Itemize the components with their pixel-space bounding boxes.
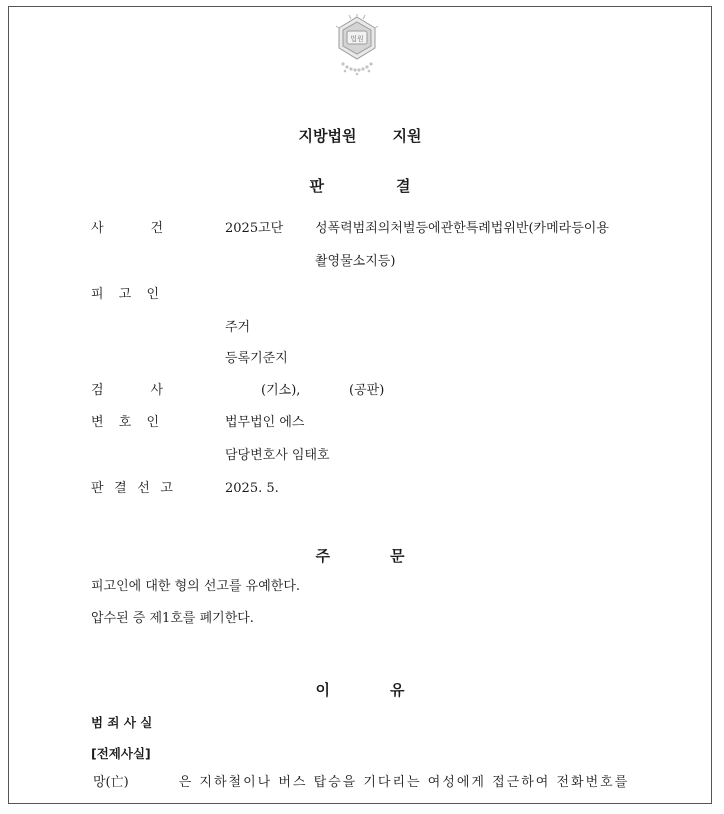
court-branch: 지원 [392,127,422,145]
case-name-line1: 성폭력범죄의처벌등에관한특례법위반(카메라등이용 [315,221,609,236]
document-title: 판 결 [309,177,411,195]
defendant-label: 피 고 인 [91,287,159,302]
case-number: 2025고단 [225,221,284,236]
counsel-firm: 법무법인 에스 [225,415,305,430]
case-label: 사 건 [91,221,163,236]
defendant-address: 주거 [225,320,251,335]
court-name [9,125,711,146]
judgment-document [8,6,712,804]
reasons-heading: 이 유 [315,681,405,699]
defendant-registry: 등록기준지 [225,351,288,366]
case-name-line2: 촬영물소지등) [315,254,396,269]
court-emblem-icon [334,14,380,76]
court-district: 지방법원 [298,127,357,145]
facts-first-line: 망(亡) 은 지하철이나 버스 탑승을 기다리는 여성에게 접근하여 전화번호를 [93,775,630,790]
order-line-1: 피고인에 대한 형의 선고를 유예한다. [91,579,301,594]
verdict-date: 2025. 5. [225,481,279,496]
prosecutor-indictment: (기소), [261,383,301,398]
verdict-date-label: 판 결 선 고 [91,481,173,496]
order-line-2: 압수된 증 제1호를 폐기한다. [91,611,254,626]
emblem-text: 법원 [350,35,364,43]
counsel-label: 변 호 인 [91,415,159,430]
facts-heading: 범 죄 사 실 [91,715,153,730]
premise-heading: [전제사실] [91,746,151,761]
order-heading: 주 문 [315,547,405,565]
prosecutor-label: 검 사 [91,383,163,398]
counsel-lawyer: 담당변호사 임태호 [225,448,330,463]
prosecutor-trial: (공판) [349,383,385,398]
